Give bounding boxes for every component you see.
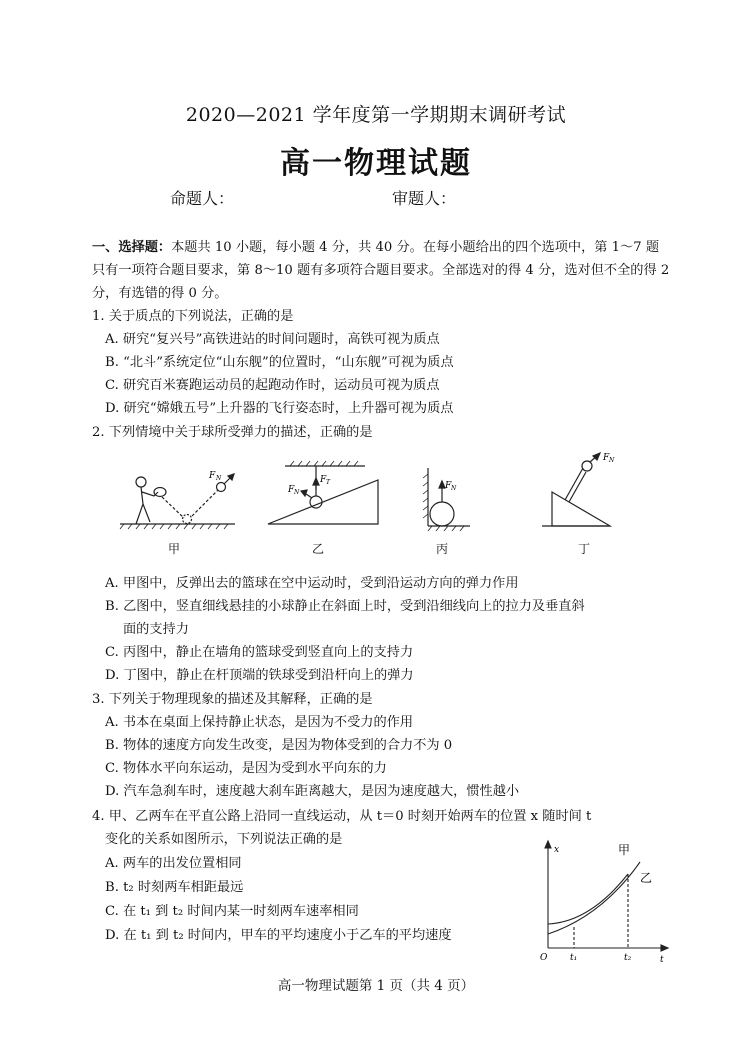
label-ft-sub: T [326, 479, 331, 486]
label-f1: F [209, 471, 216, 481]
subject-title: 高一物理试题 [280, 146, 472, 181]
caption-ding: 丁 [578, 542, 591, 556]
page-title: 2020—2021 学年度第一学期期末调研考试 [185, 104, 567, 126]
label-fn2-sub: N [294, 489, 300, 496]
figure-bing [423, 468, 470, 531]
q2-figure [110, 452, 630, 552]
graph-t-label: t [660, 955, 664, 965]
q4-option-b: B. t₂ 时刻两车相距最远 [105, 880, 244, 895]
q2-option-d: D. 丁图中，静止在杆顶端的铁球受到沿杆向上的弹力 [105, 668, 414, 683]
reviewer-label: 审题人： [392, 189, 457, 208]
figure-jia [120, 474, 235, 529]
q4-option-c: C. 在 t₁ 到 t₂ 时间内某一时刻两车速率相同 [105, 904, 359, 919]
section-text: 本题共 10 小题，每小题 4 分，共 40 分。在每小题给出的四个选项中，第 1～7 题只有一项符合题目要求，第 8～10 题有多项符合题目要求。全部选对的得 4 分，选对但不全的得 2 分，有选错的得 0 分。 [92, 240, 670, 301]
q4-option-d: D. 在 t₁ 到 t₂ 时间内，甲车的平均速度小于乙车的平均速度 [105, 928, 452, 943]
q3-option-b: B. 物体的速度方向发生改变，是因为物体受到的合力不为 0 [105, 738, 453, 753]
q3-option-c: C. 物体水平向东运动，是因为受到水平向东的力 [105, 761, 387, 776]
q1-option-b: B. “北斗”系统定位“山东舰”的位置时，“山东舰”可视为质点 [105, 355, 454, 370]
q1-option-a: A. 研究“复兴号”高铁进站的时间问题时，高铁可视为质点 [105, 332, 440, 347]
q1-option-c: C. 研究百米赛跑运动员的起跑动作时，运动员可视为质点 [105, 378, 440, 393]
label-ft: F [320, 475, 327, 485]
label-fn2: F [288, 485, 295, 495]
label-f3-sub: N [451, 485, 457, 492]
label-f1-sub: N [216, 475, 222, 482]
label-f3: F [445, 481, 452, 491]
graph-t2: t₂ [624, 953, 632, 963]
page-footer: 高一物理试题第 1 页（共 4 页） [277, 978, 475, 994]
q2-option-b-cont: 面的支持力 [123, 622, 189, 637]
section-heading: 一、选择题： [92, 240, 172, 255]
q4-stem-line2: 变化的关系如图所示，下列说法正确的是 [105, 832, 343, 847]
q3-stem: 3. 下列关于物理现象的描述及其解释，正确的是 [92, 692, 373, 707]
q1-option-d: D. 研究“嫦娥五号”上升器的飞行姿态时，上升器可视为质点 [105, 401, 454, 416]
graph-yi-label: 乙 [640, 871, 653, 885]
section-instructions [92, 236, 672, 305]
graph-t1: t₁ [570, 953, 578, 963]
q1-stem: 1. 关于质点的下列说法，正确的是 [92, 309, 294, 324]
q2-option-a: A. 甲图中，反弹出去的篮球在空中运动时，受到沿运动方向的弹力作用 [105, 576, 519, 591]
caption-jia: 甲 [168, 542, 181, 556]
graph-origin: O [540, 953, 548, 963]
label-f4-sub: N [609, 457, 615, 464]
figure-ding [542, 453, 610, 526]
graph-x-label: x [554, 845, 560, 855]
q4-xt-graph [532, 838, 672, 966]
q2-option-c: C. 丙图中，静止在墙角的篮球受到竖直向上的支持力 [105, 645, 414, 660]
caption-bing: 丙 [436, 542, 449, 556]
caption-yi: 乙 [312, 542, 325, 556]
q2-stem: 2. 下列情境中关于球所受弹力的描述，正确的是 [92, 425, 373, 440]
q2-option-b: B. 乙图中，竖直细线悬挂的小球静止在斜面上时，受到沿细线向上的拉力及垂直斜 [105, 599, 585, 614]
q4-option-a: A. 两车的出发位置相同 [105, 856, 242, 871]
figure-yi [268, 461, 378, 524]
q3-option-a: A. 书本在桌面上保持静止状态，是因为不受力的作用 [105, 715, 414, 730]
graph-jia-label: 甲 [618, 843, 631, 857]
label-f4: F [603, 453, 610, 463]
q4-stem-line1: 4. 甲、乙两车在平直公路上沿同一直线运动，从 t＝0 时刻开始两车的位置 x 随时间 t [92, 809, 592, 824]
q3-option-d: D. 汽车急刹车时，速度越大刹车距离越大，是因为速度越大，惯性越小 [105, 784, 520, 799]
setter-label: 命题人： [170, 189, 235, 208]
